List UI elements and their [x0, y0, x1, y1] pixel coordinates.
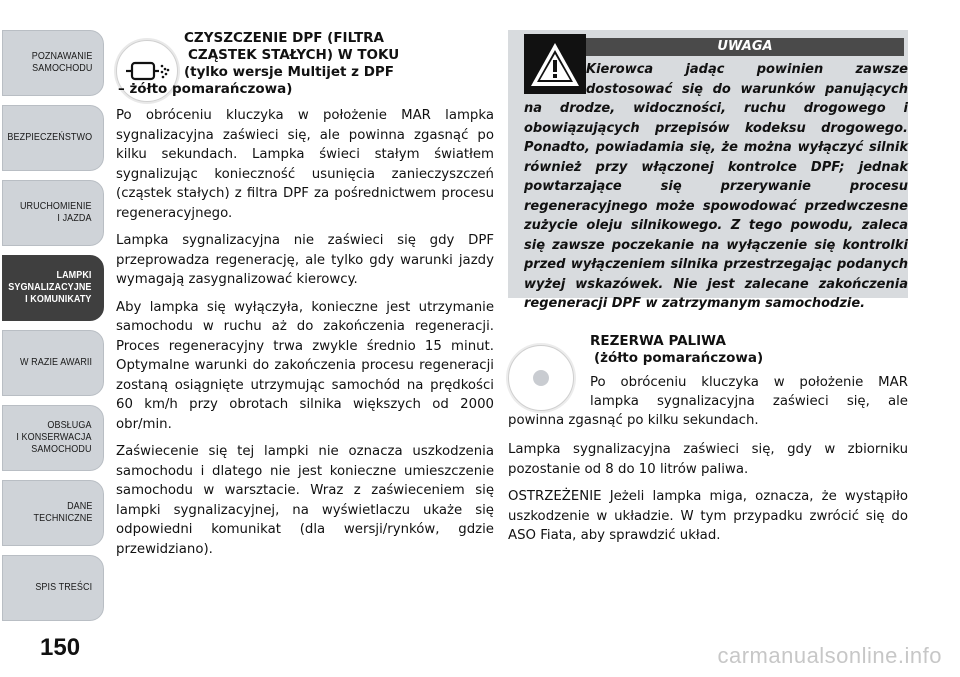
tab-label: BEZPIECZEŃSTWO — [7, 132, 92, 143]
fuel-heading-line: (żółto pomarańczowa) — [594, 350, 764, 366]
watermark: carmanualsonline.info — [717, 643, 942, 668]
tab-bezpieczenstwo[interactable] — [0, 103, 106, 173]
dpf-heading — [118, 30, 400, 98]
dpf-paragraph: Po obróceniu kluczyka w położenie MAR lampka sygnalizacyjna zaświeci się, ale powinna zgasnąć po kilku sekundach. Lampka świeci stałym światłem sygnalizując konieczność usunięcia zanieczyszczeń (cząstek stałych) z filtra DPF za pośrednictwem procesu regeneracyjnego. — [116, 108, 494, 221]
tab-poznawanie-samochodu[interactable] — [0, 28, 106, 98]
dpf-paragraph: Aby lampka się wyłączyła, konieczne jest utrzymanie samochodu w ruchu aż do zakończenia regeneracji. Proces regeneracyjny trwa zwykle średnio 15 minut. Optymalne warunki do zakończenia procesu regeneracji zostaną osiągnięte utrzymując samochód na prędkości 60 km/h przy obrotach silnika większych od 2000 obr/min. — [116, 299, 494, 432]
fuel-paragraph: Lampka sygnalizacyjna zaświeci się, gdy w zbiorniku pozostanie od 8 do 10 litrów paliwa. — [508, 442, 908, 477]
tab-dane-techniczne[interactable] — [0, 478, 106, 548]
dpf-heading-block — [116, 30, 494, 102]
fuel-heading — [590, 333, 908, 367]
dpf-paragraph: Lampka sygnalizacyjna nie zaświeci się gdy DPF przeprowadza regenerację, ale tylko gdy warunki jazdy wymagają zasygnalizować kierowcy. — [116, 233, 494, 287]
tab-obsluga-i-konserwacja[interactable] — [0, 403, 106, 473]
tab-label: DANE TECHNICZNE — [33, 501, 92, 524]
dpf-heading-line: CZĄSTEK STAŁYCH) W TOKU — [188, 47, 400, 63]
right-column — [508, 30, 908, 554]
dpf-paragraph: Zaświecenie się tej lampki nie oznacza uszkodzenia samochodu i dlatego nie jest konieczne umieszczenie samochodu w warsztacie. Wraz z zaświeceniem się lampki sygnalizacyjnej, na wyświetlaczu ukaże się odpowiedni komunikat (dla wersji/rynków, gdzie przewidziano). — [116, 444, 494, 557]
fuel-heading-line: REZERWA PALIWA — [590, 333, 726, 349]
warning-text: Kierowca jadąc powinien zawsze dostosować się do warunków panujących na drodze, widoczności, ruchu drogowego i obowiązujących przepisów kodeksu drogowego. Ponadto, powiadamia się, że można wyłączyć silnik również przy włączonej kontrolce DPF; jednak powtarzające się przerywanie procesu regeneracyjnego może spowodować przedwczesne zużycie oleju silnikowego. Z tego powodu, zaleca się zawsze poczekanie na wyłączenie się kontrolki przed wyłączeniem silnika przestrzegając podanych wyżej wskazówek. Nie jest zalecane zakończenia regeneracji DPF w zatrzymanym samochodzie. — [524, 62, 908, 311]
tab-label: W RAZIE AWARII — [19, 357, 92, 368]
warning-title: UWAGA — [586, 38, 904, 56]
fuel-reserve-icon — [508, 345, 574, 411]
tab-uruchomienie-i-jazda[interactable] — [0, 178, 106, 248]
tab-label: POZNAWANIE SAMOCHODU — [31, 51, 92, 74]
tab-label: URUCHOMIENIE I JAZDA — [20, 201, 92, 224]
dpf-heading-line: (tylko wersje Multijet z DPF — [184, 64, 395, 80]
tab-label: OBSŁUGA I KONSERWACJA SAMOCHODU — [16, 420, 92, 455]
tab-lampki-sygnalizacyjne[interactable] — [0, 253, 106, 323]
dpf-heading-line: CZYSZCZENIE DPF (FILTRA — [184, 30, 385, 46]
page-number: 150 — [40, 634, 81, 661]
tab-label: SPIS TREŚCI — [35, 582, 92, 593]
fuel-section — [508, 333, 908, 546]
fuel-paragraph: Po obróceniu kluczyka w położenie MAR lampka sygnalizacyjna zaświeci się, ale powinna zgasnąć po kilku sekundach. — [508, 375, 908, 428]
tab-spis-tresci[interactable] — [0, 553, 106, 623]
fuel-paragraph: OSTRZEŻENIE Jeżeli lampka miga, oznacza, że wystąpiło uszkodzenie w układzie. W tym przypadku zwrócić się do ASO Fiata, aby sprawdzić układ. — [508, 489, 908, 543]
dpf-section — [116, 30, 494, 567]
tab-w-razie-awarii[interactable] — [0, 328, 106, 398]
dpf-heading-line: – żółto pomarańczowa) — [118, 81, 293, 97]
warning-box — [508, 30, 908, 311]
tab-label: LAMPKI SYGNALIZACYJNE I KOMUNIKATY — [8, 270, 93, 305]
chapter-sidebar — [0, 0, 112, 677]
